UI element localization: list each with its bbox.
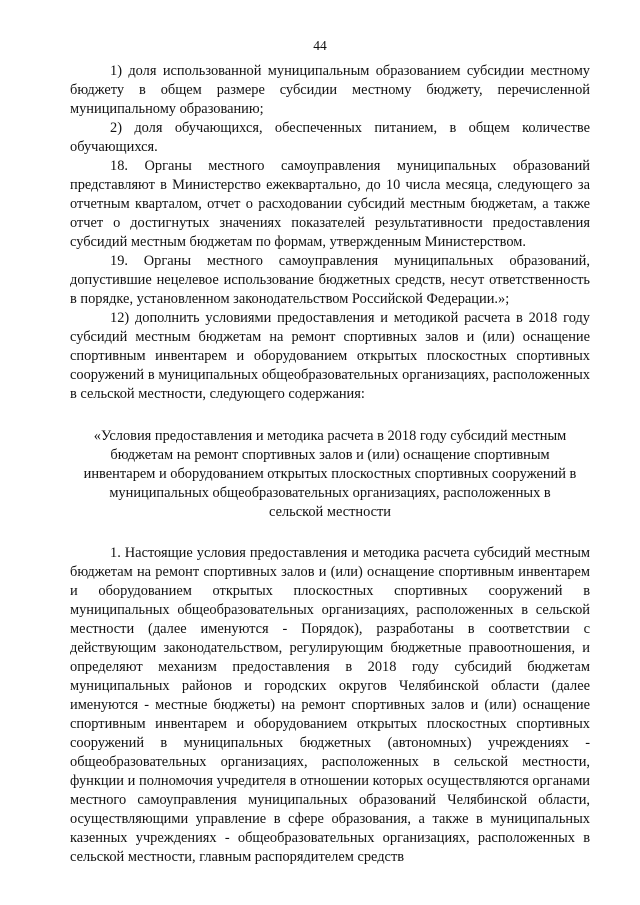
section-title: «Условия предоставления и методика расчета в 2018 году субсидий местным бюджетам на ремонт спортивных залов и (или) оснащение спортивным инвентарем и оборудованием открытых плоскостных спортивных сооружений в муниципальных общеобразовательных организациях, расположенных в сельской местности bbox=[83, 428, 577, 520]
page-number: 44 bbox=[313, 38, 327, 53]
document-body bbox=[70, 62, 590, 867]
paragraph-share-students-fed: 2) доля обучающихся, обеспеченных питанием, в общем количестве обучающихся. bbox=[70, 120, 590, 155]
paragraph-item-12-amendment: 12) дополнить условиями предоставления и методикой расчета в 2018 году субсидий местным бюджетам на ремонт спортивных залов и (или) оснащение спортивным инвентарем и оборудованием открытых плоскостных спортивных сооружений в муниципальных общеобразовательных организациях, расположенных в сельской местности, следующего содержания: bbox=[70, 310, 590, 402]
paragraph-share-used-subsidy: 1) доля использованной муниципальным образованием субсидии местному бюджету в общем размере субсидии местному бюджету, перечисленной муниципальному образованию; bbox=[70, 63, 590, 117]
paragraph-item-18: 18. Органы местного самоуправления муниципальных образований представляют в Министерство ежеквартально, до 10 числа месяца, следующего за отчетным кварталом, отчет о расходовании субсидий местным бюджетам, а также отчет о достигнутых значениях показателей результативности предоставления субсидий местным бюджетам по формам, утвержденным Министерством. bbox=[70, 158, 590, 250]
paragraph-item-19: 19. Органы местного самоуправления муниципальных образований, допустившие нецелевое использование бюджетных средств, несут ответственность в порядке, установленном законодательством Российской Федерации.»; bbox=[70, 253, 590, 307]
paragraph-section-1: 1. Настоящие условия предоставления и методика расчета субсидий местным бюджетам на ремонт спортивных залов и (или) оснащение спортивным инвентарем и оборудованием открытых плоскостных спортивных сооружений в муниципальных общеобразовательных организациях, расположенных в сельской местности (далее именуются - Порядок), разработаны в соответствии с действующим законодательством, регулирующим бюджетные правоотношения, и определяют механизм предоставления в 2018 году субсидий бюджетам муниципальных районов и городских округов Челябинской области (далее именуются - местные бюджеты) на ремонт спортивных залов и (или) оснащение спортивным инвентарем и оборудованием открытых плоскостных спортивных сооружений в муниципальных бюджетных (автономных) учреждениях - общеобразовательных организациях, расположенных в сельской местности, функции и полномочия учредителя в отношении которых осуществляются органами местного самоуправления муниципальных образований Челябинской области, осуществляющими управление в сфере образования, а также в муниципальных казенных учреждениях - общеобразовательных организациях, расположенных в сельской местности, главным распорядителем средств bbox=[70, 545, 590, 865]
